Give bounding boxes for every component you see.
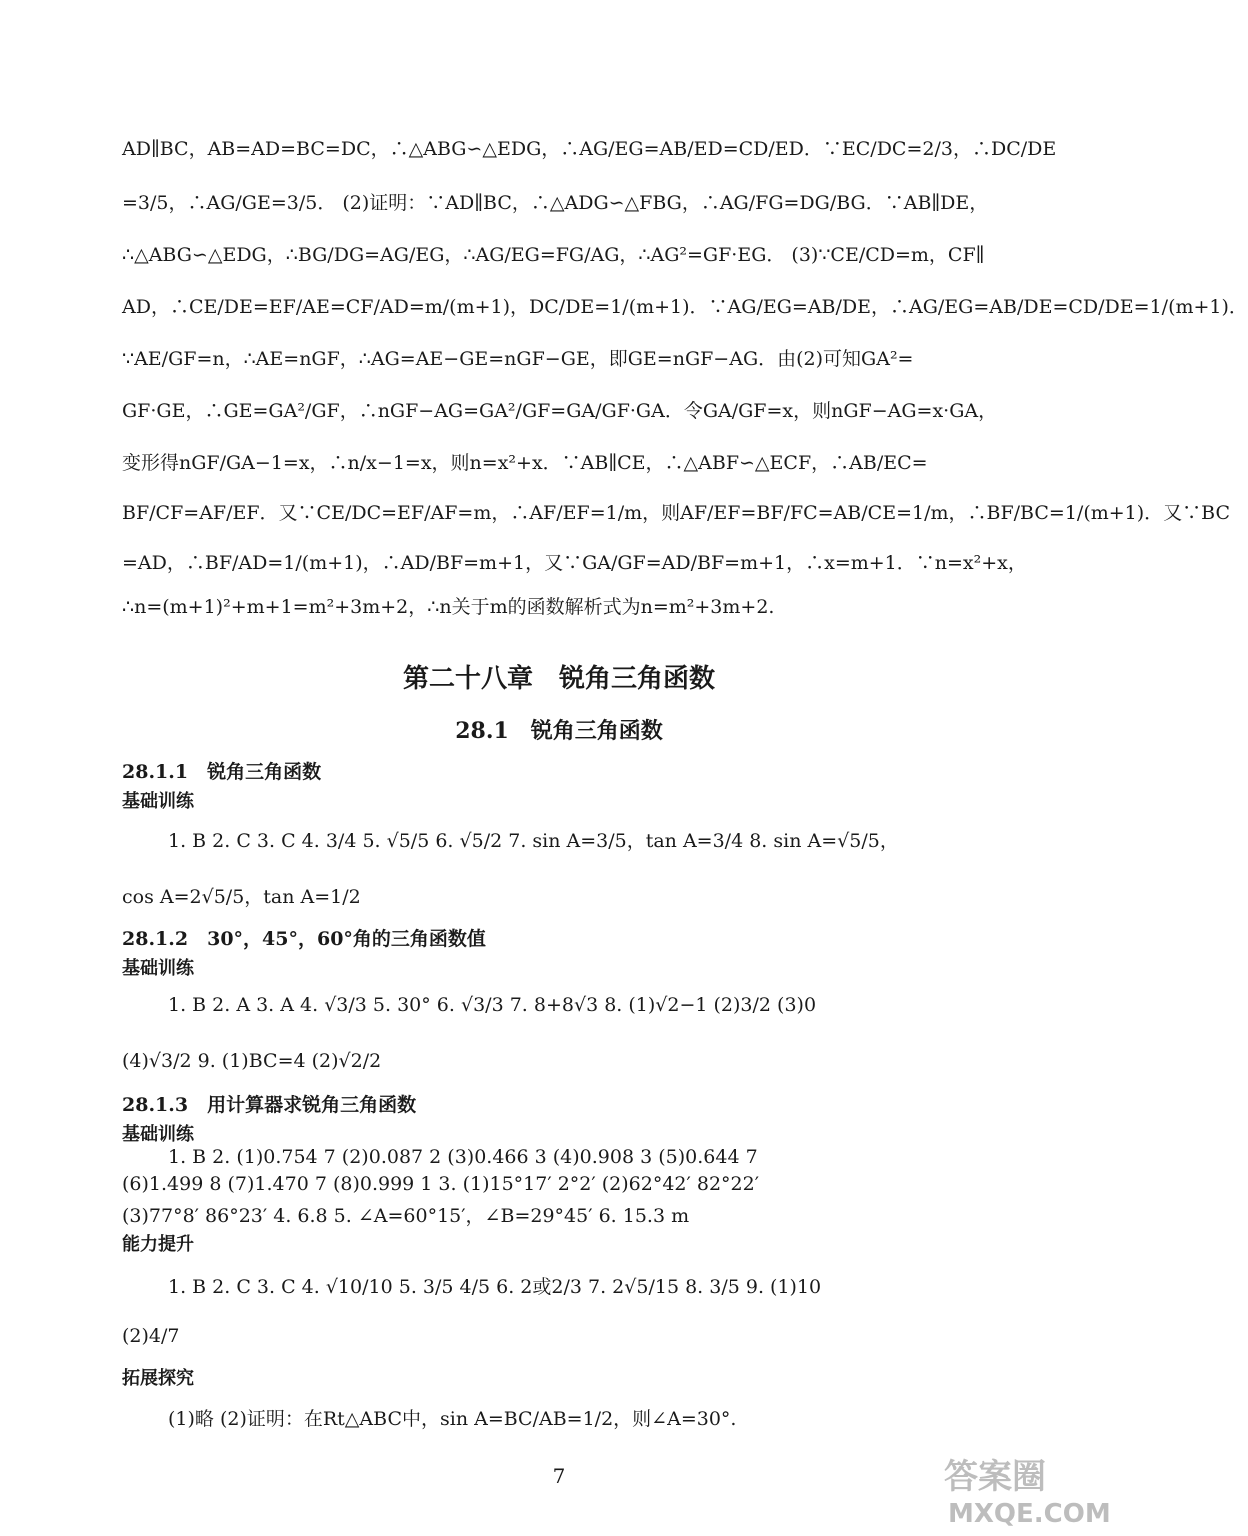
- answer-line: (6)1.499 8 (7)1.470 7 (8)0.999 1 3. (1)15°17′ 2°2′ (2)62°42′ 82°22′: [122, 1173, 760, 1195]
- proof-line: ∵AE/GF=n，∴AE=nGF，∴AG=AE−GE=nGF−GE，即GE=nGF−AG．由(2)可知GA²=: [122, 348, 914, 370]
- exercise-label: 基础训练: [122, 791, 194, 812]
- answer-line: (1)略 (2)证明：在Rt△ABC中，sin A=BC/AB=1/2，则∠A=30°.: [168, 1408, 737, 1430]
- subsection-title: 28.1.3 用计算器求锐角三角函数: [122, 1094, 417, 1116]
- exercise-label: 能力提升: [122, 1234, 194, 1255]
- watermark-logo: [934, 1448, 1111, 1529]
- page-number: 7: [552, 1464, 566, 1488]
- proof-line: ∴n=(m+1)²+m+1=m²+3m+2，∴n关于m的函数解析式为n=m²+3m+2.: [122, 596, 775, 618]
- answer-line: (2)4/7: [122, 1325, 180, 1347]
- svg-text:答案圈: 答案圈: [944, 1457, 1046, 1497]
- answer-line: 1. B 2. A 3. A 4. √3/3 5. 30° 6. √3/3 7. 8+8√3 8. (1)√2−1 (2)3/2 (3)0: [168, 994, 817, 1016]
- proof-line: =3/5，∴AG/GE=3/5． (2)证明：∵AD∥BC，∴△ADG∽△FBG，∴AG/FG=DG/BG．∵AB∥DE，: [122, 192, 989, 214]
- exercise-label: 基础训练: [122, 958, 194, 979]
- exercise-label: 拓展探究: [122, 1368, 194, 1389]
- proof-line: 变形得nGF/GA−1=x，∴n/x−1=x，则n=x²+x．∵AB∥CE，∴△ABF∽△ECF，∴AB/EC=: [122, 452, 928, 474]
- svg-text:MXQE.COM: MXQE.COM: [948, 1499, 1111, 1529]
- proof-line: GF·GE，∴GE=GA²/GF，∴nGF−AG=GA²/GF=GA/GF·GA．令GA/GF=x，则nGF−AG=x·GA，: [122, 400, 998, 422]
- answer-line: 1. B 2. C 3. C 4. 3/4 5. √5/5 6. √5/2 7. sin A=3/5，tan A=3/4 8. sin A=√5/5，: [168, 830, 899, 852]
- section-title: 28.1 锐角三角函数: [455, 718, 663, 744]
- proof-line: AD，∴CE/DE=EF/AE=CF/AD=m/(m+1)，DC/DE=1/(m+1)．∵AG/EG=AB/DE，∴AG/EG=AB/DE=CD/DE=1/(m+1)．: [122, 296, 1248, 318]
- chapter-title: 第二十八章 锐角三角函数: [402, 664, 715, 694]
- proof-line: ∴△ABG∽△EDG，∴BG/DG=AG/EG，∴AG/EG=FG/AG，∴AG²=GF·EG． (3)∵CE/CD=m，CF∥: [122, 244, 985, 266]
- answer-line: 1. B 2. (1)0.754 7 (2)0.087 2 (3)0.466 3 (4)0.908 3 (5)0.644 7: [168, 1146, 758, 1168]
- answer-line: (3)77°8′ 86°23′ 4. 6.8 5. ∠A=60°15′，∠B=29°45′ 6. 15.3 m: [122, 1205, 690, 1227]
- answer-line: (4)√3/2 9. (1)BC=4 (2)√2/2: [122, 1050, 382, 1072]
- proof-line: AD∥BC，AB=AD=BC=DC，∴△ABG∽△EDG，∴AG/EG=AB/ED=CD/ED．∵EC/DC=2/3，∴DC/DE: [122, 138, 1057, 160]
- proof-line: =AD，∴BF/AD=1/(m+1)，∴AD/BF=m+1，又∵GA/GF=AD/BF=m+1，∴x=m+1．∵n=x²+x，: [122, 552, 1027, 574]
- proof-line: BF/CF=AF/EF．又∵CE/DC=EF/AF=m，∴AF/EF=1/m，则AF/EF=BF/FC=AB/CE=1/m，∴BF/BC=1/(m+1)．又∵BC: [122, 502, 1231, 524]
- exercise-label: 基础训练: [122, 1124, 194, 1145]
- subsection-title: 28.1.1 锐角三角函数: [122, 761, 322, 783]
- answer-line: cos A=2√5/5，tan A=1/2: [122, 886, 361, 908]
- subsection-title: 28.1.2 30°，45°，60°角的三角函数值: [122, 928, 486, 950]
- answer-line: 1. B 2. C 3. C 4. √10/10 5. 3/5 4/5 6. 2或2/3 7. 2√5/15 8. 3/5 9. (1)10: [168, 1276, 822, 1298]
